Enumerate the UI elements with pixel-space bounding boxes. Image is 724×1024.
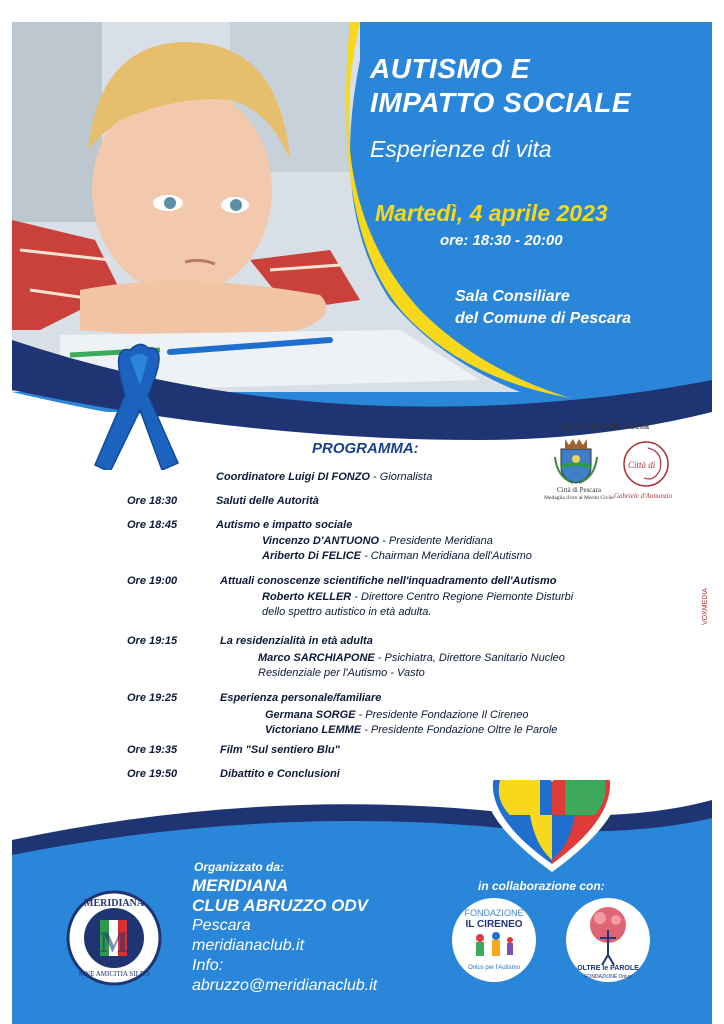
organizer-website-link[interactable]: meridianaclub.it	[192, 937, 305, 954]
speaker-name: Victoriano LEMME	[265, 724, 362, 736]
slot-time: Ore 19:50	[127, 768, 178, 780]
slot-title: La residenzialità in età adulta	[220, 635, 373, 647]
organizer-info	[192, 916, 377, 996]
cireneo-line1: FONDAZIONE	[464, 908, 524, 918]
info-email-link[interactable]: abruzzo@meridianaclub.it	[192, 977, 378, 994]
slot-time: Ore 19:00	[127, 575, 178, 587]
pescara-crest-icon	[553, 437, 599, 485]
meridiana-motto: SINE AMICITIA SILEO	[78, 970, 150, 978]
speaker	[258, 652, 565, 664]
speaker-role: - Chairman Meridiana dell'Autismo	[361, 550, 532, 562]
event-subtitle: Esperienze di vita	[370, 136, 552, 162]
collaboration-label: in collaborazione con:	[478, 879, 605, 893]
organized-label: Organizzato da:	[194, 860, 285, 874]
oltre-line2: FONDAZIONE Onlus	[584, 974, 632, 980]
info-label: Info:	[192, 957, 224, 974]
patrocinio-label: Con il patrocinio della	[563, 421, 650, 431]
event-date: Martedì, 4 aprile 2023	[375, 200, 608, 226]
event-title	[370, 52, 710, 120]
speaker-name: Roberto KELLER	[262, 591, 352, 603]
speaker-role: - Presidente Meridiana	[379, 535, 493, 547]
speaker	[265, 709, 529, 721]
speaker-name: Germana SORGE	[265, 709, 356, 721]
speaker-name: Vincenzo D'ANTUONO	[262, 535, 380, 547]
slot-time: Ore 18:30	[127, 495, 178, 507]
oltre-line1: OLTRE le PAROLE	[577, 965, 639, 972]
speaker	[262, 550, 532, 562]
coordinator	[216, 471, 432, 483]
crest-caption-line1: Città di Pescara	[557, 486, 601, 494]
speaker-name: Ariberto Di FELICE	[262, 550, 362, 562]
speaker-role: - Direttore Centro Regione Piemonte Disturbi	[351, 591, 574, 603]
citta-caption: Gabriele d'Annunzio	[614, 492, 673, 500]
organizer-line1: MERIDIANA	[192, 876, 289, 895]
speaker	[262, 591, 573, 603]
slot-time: Ore 18:45	[127, 519, 178, 531]
meridiana-logo	[68, 892, 160, 984]
speaker-extra: dello spettro autistico in età adulta.	[262, 606, 432, 618]
event-time: ore: 18:30 - 20:00	[440, 232, 563, 249]
speaker-extra: Residenziale per l'Autismo - Vasto	[258, 667, 425, 679]
slot-title: Esperienza personale/familiare	[220, 692, 382, 704]
cireneo-line2: IL CIRENEO	[465, 919, 523, 930]
organizer-name	[192, 876, 368, 916]
citta-dannunzio-logo	[620, 438, 672, 490]
programma-title: PROGRAMMA:	[312, 440, 419, 457]
speaker-role: - Psichiatra, Direttore Sanitario Nucleo	[374, 652, 565, 664]
speaker-name: Marco SARCHIAPONE	[258, 652, 375, 664]
slot-title: Autismo e impatto sociale	[216, 519, 353, 531]
slot-title: Attuali conoscenze scientifiche nell'inquadramento dell'Autismo	[220, 575, 557, 587]
title-line2: IMPATTO SOCIALE	[370, 87, 632, 118]
speaker-role: - Presidente Fondazione Oltre le Parole	[361, 724, 558, 736]
slot-title: Film "Sul sentiero Blu"	[220, 744, 340, 756]
svg-text:M: M	[99, 926, 129, 959]
crest-caption	[543, 486, 615, 502]
coordinator-name: Coordinatore Luigi DI FONZO	[216, 471, 370, 483]
cireneo-logo	[452, 898, 536, 982]
speaker	[265, 724, 557, 736]
venue-line2: del Comune di Pescara	[455, 310, 632, 327]
citta-logo-text: Città di	[628, 460, 656, 470]
speaker	[262, 535, 493, 547]
organizer-line2: CLUB ABRUZZO ODV	[192, 896, 368, 915]
slot-title: Dibattito e Conclusioni	[220, 768, 340, 780]
speaker-role: - Presidente Fondazione Il Cireneo	[355, 709, 529, 721]
slot-time: Ore 19:15	[127, 635, 178, 647]
slot-time: Ore 19:25	[127, 692, 178, 704]
venue-line1: Sala Consiliare	[455, 288, 570, 305]
voxmedia-mark: VOXMEDIA	[702, 588, 709, 625]
oltre-le-parole-logo	[566, 898, 650, 982]
crest-caption-line2: Medaglia d'oro al Merito Civile	[544, 495, 614, 501]
meridiana-logo-text: MERIDIANA	[84, 898, 144, 909]
slot-title: Saluti delle Autorità	[216, 495, 319, 507]
coordinator-role: - Giornalista	[370, 471, 433, 483]
slot-time: Ore 19:35	[127, 744, 178, 756]
event-venue	[455, 286, 631, 330]
title-line1: AUTISMO E	[370, 53, 531, 84]
organizer-city: Pescara	[192, 917, 251, 934]
cireneo-caption: Onlus per l'Autismo	[468, 965, 520, 971]
